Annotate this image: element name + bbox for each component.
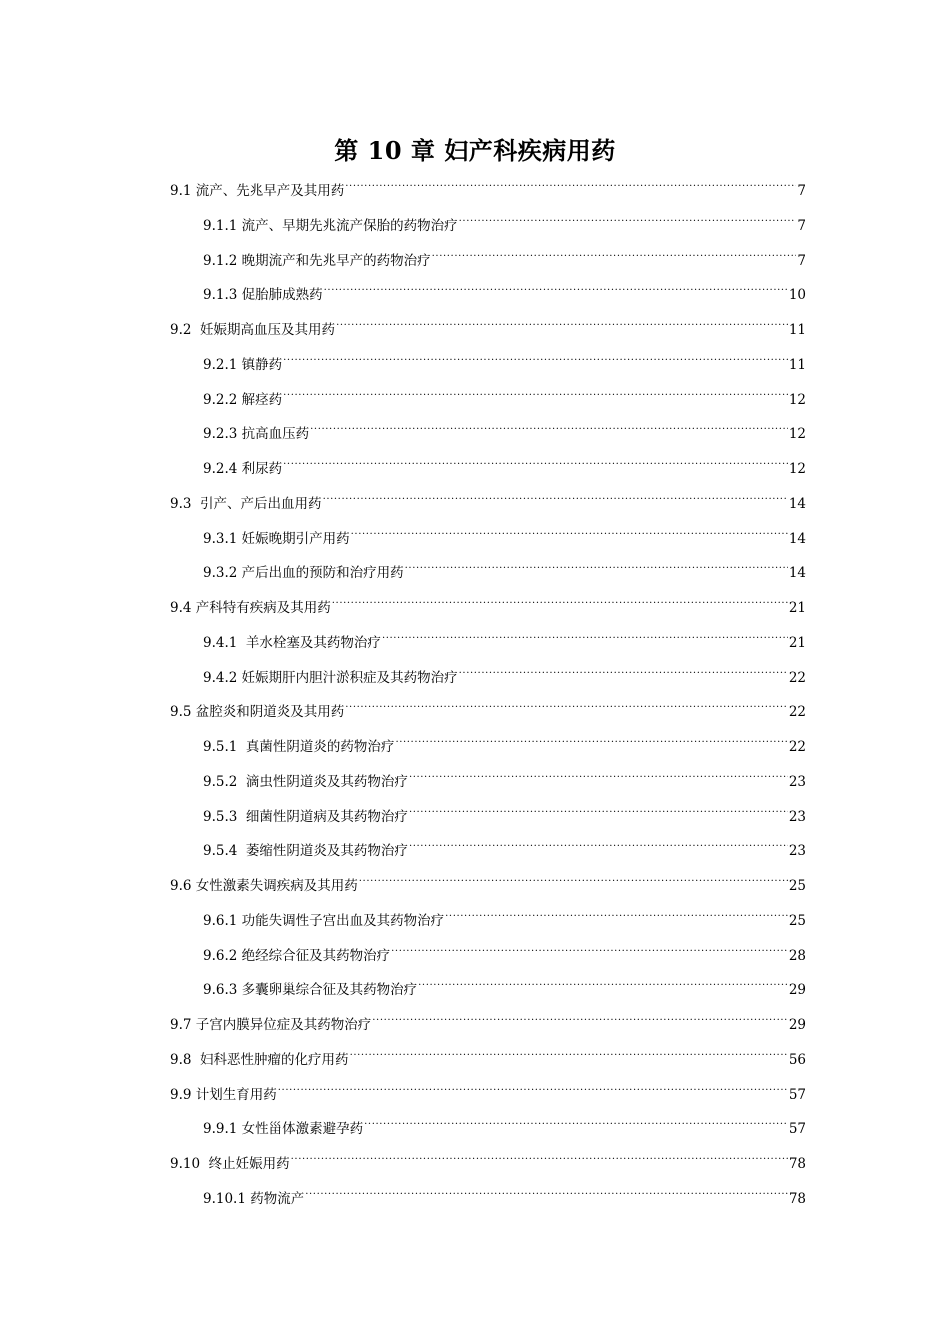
toc-page-number: 12 bbox=[788, 426, 806, 443]
toc-subsection-entry[interactable] bbox=[203, 553, 806, 582]
toc-dot-leader bbox=[283, 380, 788, 404]
toc-page-number: 57 bbox=[788, 1086, 806, 1103]
toc-page-number: 22 bbox=[788, 704, 806, 721]
toc-subsection-entry[interactable] bbox=[203, 797, 806, 825]
toc-entry-label: 9.3.2 产后出血的预防和治疗用药 bbox=[203, 565, 404, 582]
toc-page-number: 14 bbox=[788, 565, 806, 582]
toc-page-number: 11 bbox=[788, 356, 806, 373]
toc-page-number: 21 bbox=[788, 634, 806, 651]
toc-subsection-entry[interactable] bbox=[203, 831, 806, 860]
toc-entry-label: 9.5.2 滴虫性阴道炎及其药物治疗 bbox=[203, 773, 408, 790]
toc-page-number: 29 bbox=[788, 982, 806, 999]
toc-dot-leader bbox=[432, 241, 797, 265]
toc-dot-leader bbox=[332, 588, 788, 612]
toc-entry-label: 9.5.3 细菌性阴道病及其药物治疗 bbox=[203, 808, 408, 825]
toc-dot-leader bbox=[345, 171, 796, 195]
toc-dot-leader bbox=[336, 310, 788, 334]
toc-dot-leader bbox=[324, 275, 788, 299]
toc-dot-leader bbox=[409, 797, 788, 821]
toc-subsection-entry[interactable] bbox=[203, 241, 806, 269]
toc-page-number: 57 bbox=[788, 1121, 806, 1138]
toc-dot-leader bbox=[351, 519, 788, 543]
toc-subsection-entry[interactable] bbox=[203, 206, 806, 234]
toc-section-entry[interactable] bbox=[170, 310, 806, 338]
toc-page-number: 29 bbox=[788, 1017, 806, 1033]
toc-entry-label: 9.5.4 萎缩性阴道炎及其药物治疗 bbox=[203, 843, 408, 860]
toc-section-entry[interactable] bbox=[170, 1040, 806, 1068]
toc-subsection-entry[interactable] bbox=[203, 519, 806, 547]
toc-page-number: 56 bbox=[788, 1051, 806, 1068]
toc-page-number: 23 bbox=[788, 773, 806, 790]
toc-page-number: 14 bbox=[788, 530, 806, 547]
toc-dot-leader bbox=[459, 206, 797, 230]
toc-dot-leader bbox=[345, 692, 788, 716]
toc-subsection-entry[interactable] bbox=[203, 1109, 806, 1138]
toc-entry-label: 9.2 妊娠期高血压及其用药 bbox=[170, 322, 336, 338]
toc-section-entry[interactable] bbox=[170, 1005, 806, 1033]
toc-entry-label: 9.4.1 羊水栓塞及其药物治疗 bbox=[203, 634, 381, 651]
toc-entry-label: 9.7 子宫内膜异位症及其药物治疗 bbox=[170, 1017, 372, 1033]
toc-dot-leader bbox=[278, 1075, 788, 1099]
toc-page-number: 14 bbox=[788, 495, 806, 512]
toc-section-entry[interactable] bbox=[170, 1144, 806, 1172]
toc-dot-leader bbox=[364, 1109, 788, 1133]
toc-page-number: 25 bbox=[788, 878, 806, 894]
toc-page-number: 12 bbox=[788, 391, 806, 408]
toc-subsection-entry[interactable] bbox=[203, 762, 806, 790]
toc-entry-label: 9.1.3 促胎肺成熟药 bbox=[203, 287, 323, 304]
toc-entry-label: 9.2.1 镇静药 bbox=[203, 356, 283, 373]
toc-entry-label: 9.1.2 晚期流产和先兆早产的药物治疗 bbox=[203, 252, 431, 269]
toc-entry-label: 9.2.3 抗高血压药 bbox=[203, 426, 310, 443]
toc-entry-label: 9.9 计划生育用药 bbox=[170, 1086, 277, 1103]
toc-page-number: 25 bbox=[788, 912, 806, 929]
chapter-title: 第 10 章 妇产科疾病用药 bbox=[334, 136, 616, 165]
toc-page-number: 7 bbox=[797, 252, 806, 269]
toc-section-entry[interactable] bbox=[170, 866, 806, 894]
toc-page-number: 23 bbox=[788, 808, 806, 825]
toc-entry-label: 9.6.2 绝经综合征及其药物治疗 bbox=[203, 947, 391, 964]
toc-entry-label: 9.4.2 妊娠期肝内胆汁淤积症及其药物治疗 bbox=[203, 669, 458, 686]
toc-dot-leader bbox=[395, 727, 787, 751]
toc-subsection-entry[interactable] bbox=[203, 658, 806, 686]
toc-dot-leader bbox=[372, 1005, 788, 1029]
toc-dot-leader bbox=[359, 866, 788, 890]
toc-dot-leader bbox=[283, 449, 788, 473]
toc-dot-leader bbox=[291, 1144, 788, 1168]
toc-entry-label: 9.5 盆腔炎和阴道炎及其用药 bbox=[170, 704, 345, 721]
toc-subsection-entry[interactable] bbox=[203, 449, 806, 477]
toc-subsection-entry[interactable] bbox=[203, 1179, 806, 1207]
toc-dot-leader bbox=[382, 623, 788, 647]
toc-entry-label: 9.6.3 多囊卵巢综合征及其药物治疗 bbox=[203, 982, 418, 999]
toc-page-number: 11 bbox=[788, 322, 806, 338]
toc-entry-label: 9.3.1 妊娠晚期引产用药 bbox=[203, 530, 350, 547]
toc-dot-leader bbox=[445, 901, 788, 925]
toc-dot-leader bbox=[350, 1040, 788, 1064]
toc-page-number: 78 bbox=[788, 1190, 806, 1207]
toc-page-number: 7 bbox=[797, 183, 806, 199]
toc-subsection-entry[interactable] bbox=[203, 727, 806, 755]
toc-subsection-entry[interactable] bbox=[203, 936, 806, 964]
toc-entry-label: 9.9.1 女性甾体激素避孕药 bbox=[203, 1121, 364, 1138]
toc-entry-label: 9.1.1 流产、早期先兆流产保胎的药物治疗 bbox=[203, 217, 458, 234]
toc-section-entry[interactable] bbox=[170, 484, 806, 512]
toc-section-entry[interactable] bbox=[170, 1075, 806, 1103]
toc-entry-label: 9.6.1 功能失调性子宫出血及其药物治疗 bbox=[203, 912, 445, 929]
toc-entry-label: 9.5.1 真菌性阴道炎的药物治疗 bbox=[203, 739, 395, 755]
toc-subsection-entry[interactable] bbox=[203, 275, 806, 304]
toc-dot-leader bbox=[405, 553, 788, 577]
toc-dot-leader bbox=[305, 1179, 788, 1203]
toc-dot-leader bbox=[459, 658, 788, 682]
toc-dot-leader bbox=[323, 484, 788, 508]
toc-dot-leader bbox=[310, 414, 788, 438]
toc-entry-label: 9.6 女性激素失调疾病及其用药 bbox=[170, 878, 358, 894]
toc-page-number: 10 bbox=[788, 287, 806, 304]
toc-entry-label: 9.1 流产、先兆早产及其用药 bbox=[170, 183, 345, 199]
toc-dot-leader bbox=[409, 831, 788, 855]
toc-page-number: 28 bbox=[788, 947, 806, 964]
toc-entry-label: 9.3 引产、产后出血用药 bbox=[170, 495, 322, 512]
toc-page-number: 7 bbox=[797, 217, 806, 234]
toc-entry-label: 9.2.2 解痉药 bbox=[203, 391, 283, 408]
toc-subsection-entry[interactable] bbox=[203, 901, 806, 929]
toc-dot-leader bbox=[283, 345, 788, 369]
toc-page-number: 23 bbox=[788, 843, 806, 860]
toc-subsection-entry[interactable] bbox=[203, 970, 806, 999]
toc-dot-leader bbox=[418, 970, 788, 994]
toc-page-number: 21 bbox=[788, 600, 806, 616]
toc-subsection-entry[interactable] bbox=[203, 380, 806, 408]
toc-page-number: 22 bbox=[788, 669, 806, 686]
toc-entry-label: 9.4 产科特有疾病及其用药 bbox=[170, 600, 331, 616]
toc-entry-label: 9.10.1 药物流产 bbox=[203, 1190, 305, 1207]
toc-entry-label: 9.2.4 利尿药 bbox=[203, 461, 283, 477]
toc-page-number: 12 bbox=[788, 461, 806, 477]
toc-page-number: 22 bbox=[788, 739, 806, 755]
toc-dot-leader bbox=[409, 762, 788, 786]
toc-dot-leader bbox=[391, 936, 788, 960]
toc-section-entry[interactable] bbox=[170, 588, 806, 616]
toc-subsection-entry[interactable] bbox=[203, 414, 806, 443]
toc-page-number: 78 bbox=[788, 1156, 806, 1172]
toc-subsection-entry[interactable] bbox=[203, 345, 806, 373]
toc-entry-label: 9.10 终止妊娠用药 bbox=[170, 1156, 290, 1172]
toc-subsection-entry[interactable] bbox=[203, 623, 806, 651]
toc-section-entry[interactable] bbox=[170, 692, 806, 721]
toc-section-entry[interactable] bbox=[170, 171, 806, 199]
toc-entry-label: 9.8 妇科恶性肿瘤的化疗用药 bbox=[170, 1051, 349, 1068]
